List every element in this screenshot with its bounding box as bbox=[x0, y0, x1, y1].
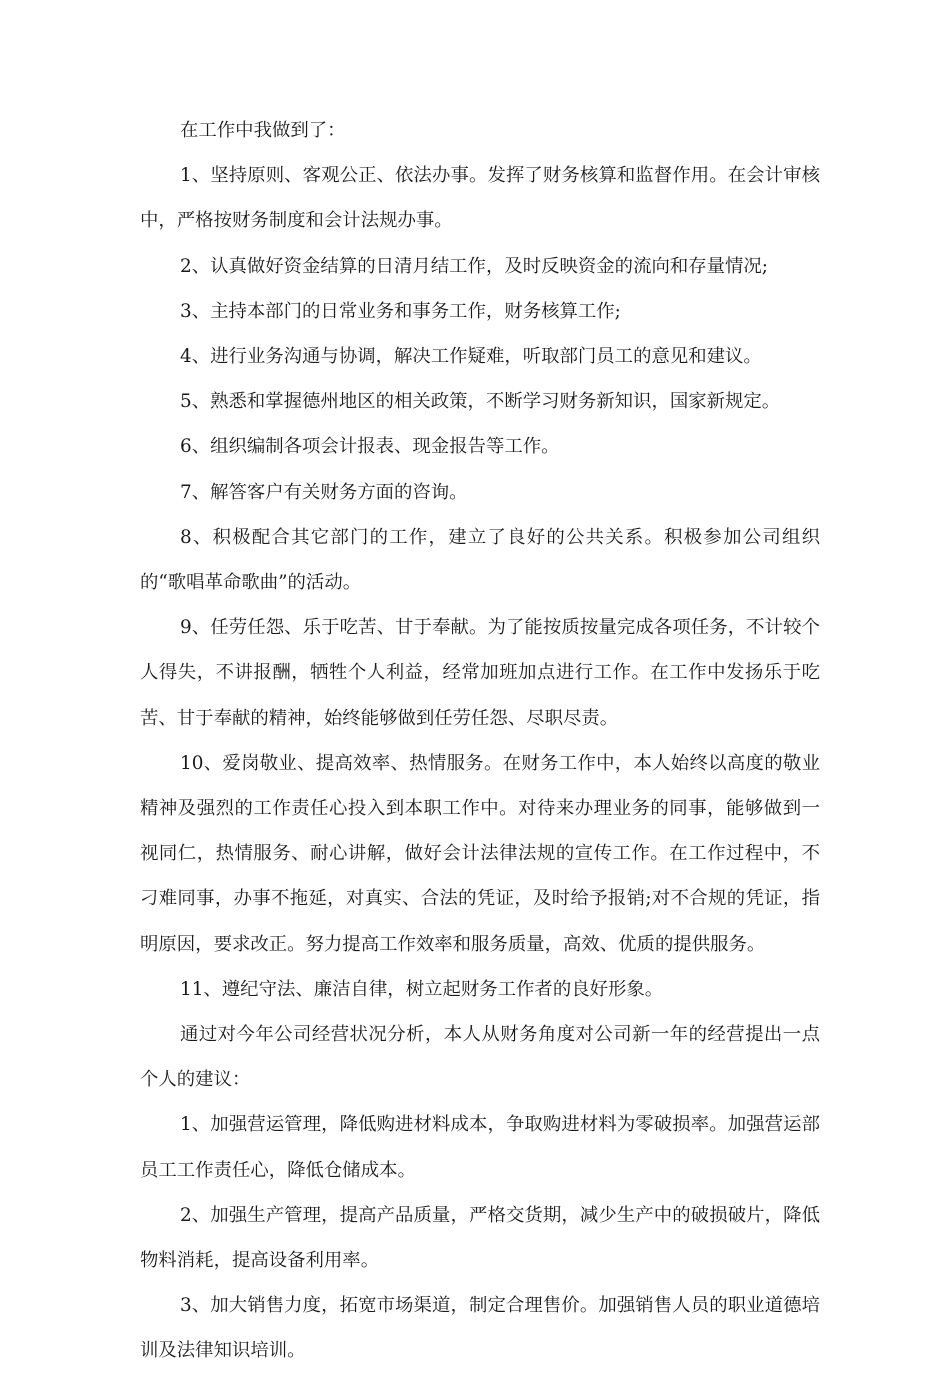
paragraph-item-3: 3、主持本部门的日常业务和事务工作，财务核算工作; bbox=[180, 300, 621, 322]
paragraph-intro: 在工作中我做到了： bbox=[180, 120, 346, 141]
paragraph-item-5: 5、熟悉和掌握德州地区的相关政策，不断学习财务新知识，国家新规定。 bbox=[180, 391, 781, 413]
paragraph-suggestion-3: 3、加大销售力度，拓宽市场渠道，制定合理售价。加强销售人员的职业道德培训及法律知识培训。 bbox=[140, 1295, 820, 1362]
paragraph-item-11: 11、遵纪守法、廉洁自律，树立起财务工作者的良好形象。 bbox=[180, 978, 664, 1000]
paragraph-item-6: 6、组织编制各项会计报表、现金报告等工作。 bbox=[180, 436, 560, 458]
document-body bbox=[140, 108, 820, 1374]
paragraph-suggestion-1: 1、加强营运管理，降低购进材料成本，争取购进材料为零破损率。加强营运部员工工作责任心，降低仓储成本。 bbox=[140, 1114, 820, 1181]
paragraph-suggestion-2: 2、加强生产管理，提高产品质量，严格交货期，减少生产中的破损破片，降低物料消耗，提高设备利用率。 bbox=[140, 1204, 820, 1272]
paragraph-item-1: 1、坚持原则、客观公正、依法办事。发挥了财务核算和监督作用。在会计审核中，严格按财务制度和会计法规办事。 bbox=[140, 165, 820, 232]
paragraph-suggestions-intro: 通过对今年公司经营状况分析，本人从财务角度对公司新一年的经营提出一点个人的建议： bbox=[140, 1024, 820, 1091]
paragraph-item-7: 7、解答客户有关财务方面的咨询。 bbox=[180, 481, 468, 503]
paragraph-item-10: 10、爱岗敬业、提高效率、热情服务。在财务工作中，本人始终以高度的敬业精神及强烈的工作责任心投入到本职工作中。对待来办理业务的同事，能够做到一视同仁，热情服务、耐心讲解，做好会计法律法规的宣传工作。在工作过程中，不刁难同事，办事不拖延，对真实、合法的凭证，及时给予报销;对不合规的凭证，指明原因，要求改正。努力提高工作效率和服务质量，高效、优质的提供服务。 bbox=[140, 752, 820, 955]
paragraph-item-9: 9、任劳任怨、乐于吃苦、甘于奉献。为了能按质按量完成各项任务，不计较个人得失，不讲报酬，牺牲个人利益，经常加班加点进行工作。在工作中发扬乐于吃苦、甘于奉献的精神，始终能够做到任劳任怨、尽职尽责。 bbox=[140, 617, 820, 729]
paragraph-item-2: 2、认真做好资金结算的日清月结工作，及时反映资金的流向和存量情况; bbox=[180, 255, 769, 277]
paragraph-item-8: 8、积极配合其它部门的工作，建立了良好的公共关系。积极参加公司组织的“歌唱革命歌曲”的活动。 bbox=[140, 526, 820, 594]
paragraph-item-4: 4、进行业务沟通与协调，解决工作疑难，听取部门员工的意见和建议。 bbox=[180, 346, 762, 368]
